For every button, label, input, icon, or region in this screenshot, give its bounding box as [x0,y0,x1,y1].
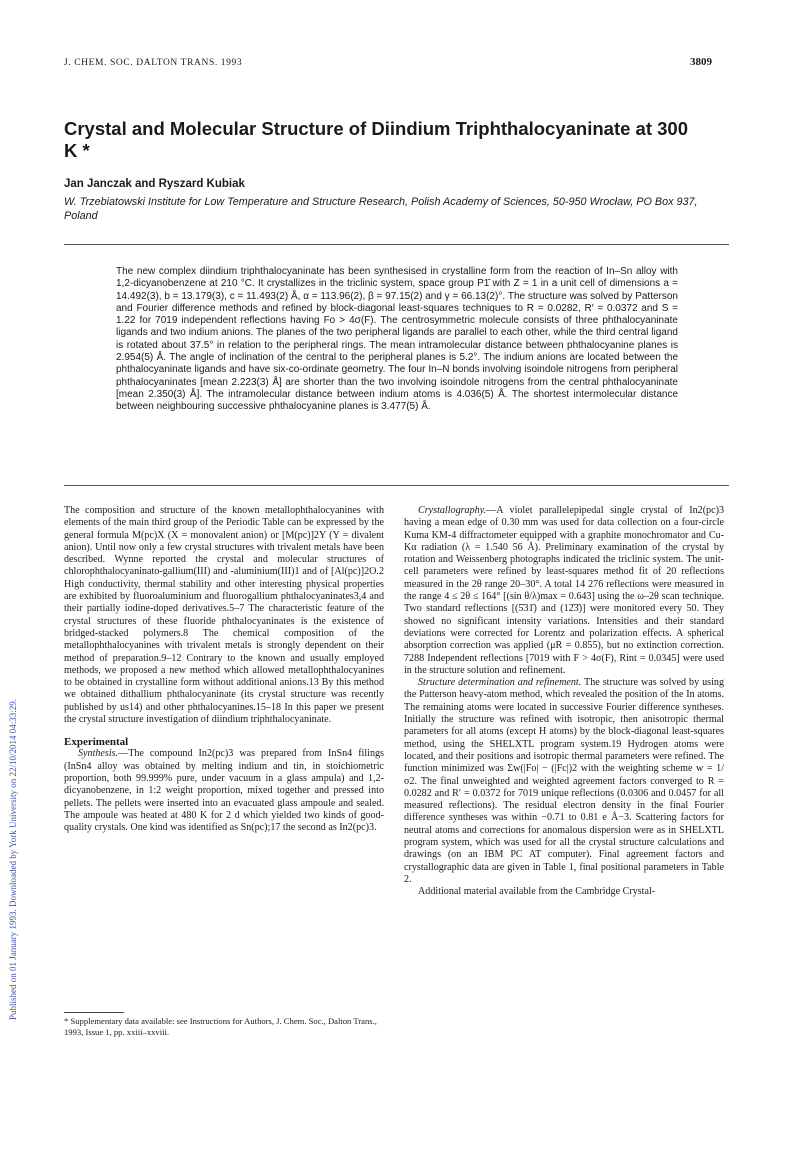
experimental-heading: Experimental [64,736,129,749]
structure-paragraph [404,677,724,886]
download-stamp-text: Published on 01 January 1993. Downloaded by York University on 22/10/2014 04:33:29. [8,699,18,1020]
right-column [404,505,724,899]
left-column [64,505,384,834]
synthesis-text: —The compound In2(pc)3 was prepared from InSn4 filings (InSn4 alloy was obtained by melting indium and tin, in stoichiometric proportion, both 99.999% pure, under vacuum in a glass ampula) and 1,2-dicyanobenzene, in 1:2 weight proportion, mixed together and pressed into pellets. The pellets were inserted into an evacuated glass ampoule and sealed. The ampoule was heated at 480 K for 2 d which yielded two kinds of good-quality crystals. One kind was identified as Sn(pc);17 the second as In2(pc)3. [64,748,384,834]
crystallography-paragraph [404,505,724,677]
crystallography-label: Crystallography. [418,505,487,516]
crystallography-text: —A violet parallelepipedal single crystal of In2(pc)3 having a mean edge of 0.30 mm was used for data collection on a four-circle Kuma KM-4 diffractometer equipped with a graphite monochromator and Cu-Kα radiation (λ = 1.540 56 Å). Preliminary examination of the crystal by rotation and Weissenberg photographs indicated the triclinic system. The unit-cell parameters were refined by least-squares method fit of 20 reflections measured in the 2θ range 20–30°. A total 14 276 reflections were measured in the range 4 ≤ 2θ ≤ 164° [(sin θ/λ)max = 0.643] using the ω–2θ scan technique. Two standard reflections [(5̄31̄) and (12̄3̄)] were monitored every 50. They showed no significant intensity variations. Intensities and their standard deviations were corrected for Lorentz and polarization effects. A spherical absorption correction was applied (μR = 0.855), but no extinction correction. 7288 Independent reflections [7019 with F > 4σ(F), Rint = 0.0345] were used in the structure solution and refinement. [404,505,724,676]
synthesis-label: Synthesis. [78,748,119,760]
page-number: 3809 [690,56,712,68]
article-title: Crystal and Molecular Structure of Diindium Triphthalocyaninate at 300 K * [64,118,688,161]
additional-paragraph: Additional material available from the Cambridge Crystal- [418,886,656,898]
structure-label: Structure determination and refinement. [418,677,582,689]
abstract-bottom-rule [64,485,729,486]
footnote-rule [64,1012,124,1013]
author-affiliation: W. Trzebiatowski Institute for Low Temperature and Structure Research, Polish Academy of Sciences, 50-950 Wrocław, PO Box 937, Poland [64,196,698,222]
structure-text: The structure was solved by using the Patterson heavy-atom method, which revealed the position of the In atoms. The remaining atoms were located in successive Fourier difference syntheses. Initially the structure was refined with isotropic, then anisotropic thermal parameters for all atoms (except H atoms) by the block-diagonal least-squares method, using the SHELXTL program system.19 Hydrogen atoms were located, and their positions and isotropic thermal parameters were refined. The function minimized was Σw(|Fo| − (|Fc|)2 with the weighting scheme w = 1/σ2. The final unweighted and weighted agreement factors converged to R = 0.0282 and R′ = 0.0372 for 7019 unique reflections (0.0306 and 0.0457 for all measured reflections). The residual electron density in the final Fourier difference syntheses was within −0.71 to 0.81 e Å−3. Scattering factors for neutral atoms and corrections for anomalous dispersion were as in SHELXTL program system, which was used for all the crystal structure calculations and drawings (on an IBM PC AT computer). Final agreement factors and crystallographic data are given in Table 1, final positional parameters in Table 2. [404,677,724,885]
download-stamp [6,300,18,1020]
abstract: The new complex diindium triphthalocyaninate has been synthesised in crystalline form from the reaction of In–Sn alloy with 1,2-dicyanobenzene at 210 °C. It crystallizes in the triclinic system, space group P1̄ with Z = 1 in a unit cell of dimensions a = 14.492(3), b = 13.179(3), c = 11.493(2) Å, α = 113.96(2), β = 97.15(2) and γ = 66.13(2)°. The structure was solved by Patterson and Fourier difference methods and refined by block-diagonal least-squares techniques to R = 0.0282, R′ = 0.0372 and S = 1.22 for 7019 independent reflections having Fo > 4σ(F). The centrosymmetric molecule consists of three phthalocyaninate ligands and two indium anions. The planes of the two peripheral ligands are parallel to each other, while the third central ligand is rotated about 37.5° in relation to the peripheral rings. The mean intramolecular distance between phthalocyanine planes is 2.954(5) Å. The angle of inclination of the central to the peripheral planes is 5.2°. The indium anions are located between the phthalocyaninate ligands and have six-co-ordinate geometry. The four In–N bonds involving isoindole nitrogens from peripheral phthalocyaninates [mean 2.223(3) Å] are shorter than the two involving isoindole nitrogens from the central phthalocyaninate [mean 2.350(3) Å]. The intramolecular distance between indium atoms is 4.036(5) Å. The shortest intermolecular distance between neighbouring successive phthalocyanine planes is 3.477(5) Å. [116,266,678,413]
journal-header: J. CHEM. SOC. DALTON TRANS. 1993 [64,58,243,68]
intro-paragraph: The composition and structure of the known metallophthalocyanines with elements of the main third group of the Periodic Table can be expressed by the general formula M(pc)X (X = monovalent anion) or [M(pc)]2Y (Y = divalent anion). Until now only a few crystal structures with trivalent metals have been described. Wynne reported the crystal and molecular structures of chlorophthalocyaninato-gallium(III) and -aluminium(III)1 and of [Al(pc)]2O.2 High conductivity, thermal stability and other interesting physical properties are exhibited by fluoroaluminium and fluorogallium phthalocyaninates3,4 and their partially iodine-doped derivatives.5–7 The characteristic feature of the crystal structures of these fluoride phthalocyaninates is the existence of bridged-stacked polymers.8 The chemical composition of the metallophthalocyanines with trivalent metals is strongly dependent on their method of preparation.9–12 Contrary to the known and usually employed methods, we proposed a new method which allowed metallophthalocyanines to be obtained in crystalline form without additional anions.13 By this method we obtained dithallium phthalocyaninate (its crystal structure was recently published by us14) and other phthalocyanines.15–18 In this paper we present the crystal structure investigation of diindium triphthalocyaninate. [64,505,384,726]
footnote: * Supplementary data available: see Instructions for Authors, J. Chem. Soc., Dalton Trans., 1993, Issue 1, pp. xxiii–xxviii. [64,1016,377,1037]
article-authors: Jan Janczak and Ryszard Kubiak [64,178,245,190]
abstract-top-rule [64,244,729,245]
synthesis-paragraph [64,748,384,834]
